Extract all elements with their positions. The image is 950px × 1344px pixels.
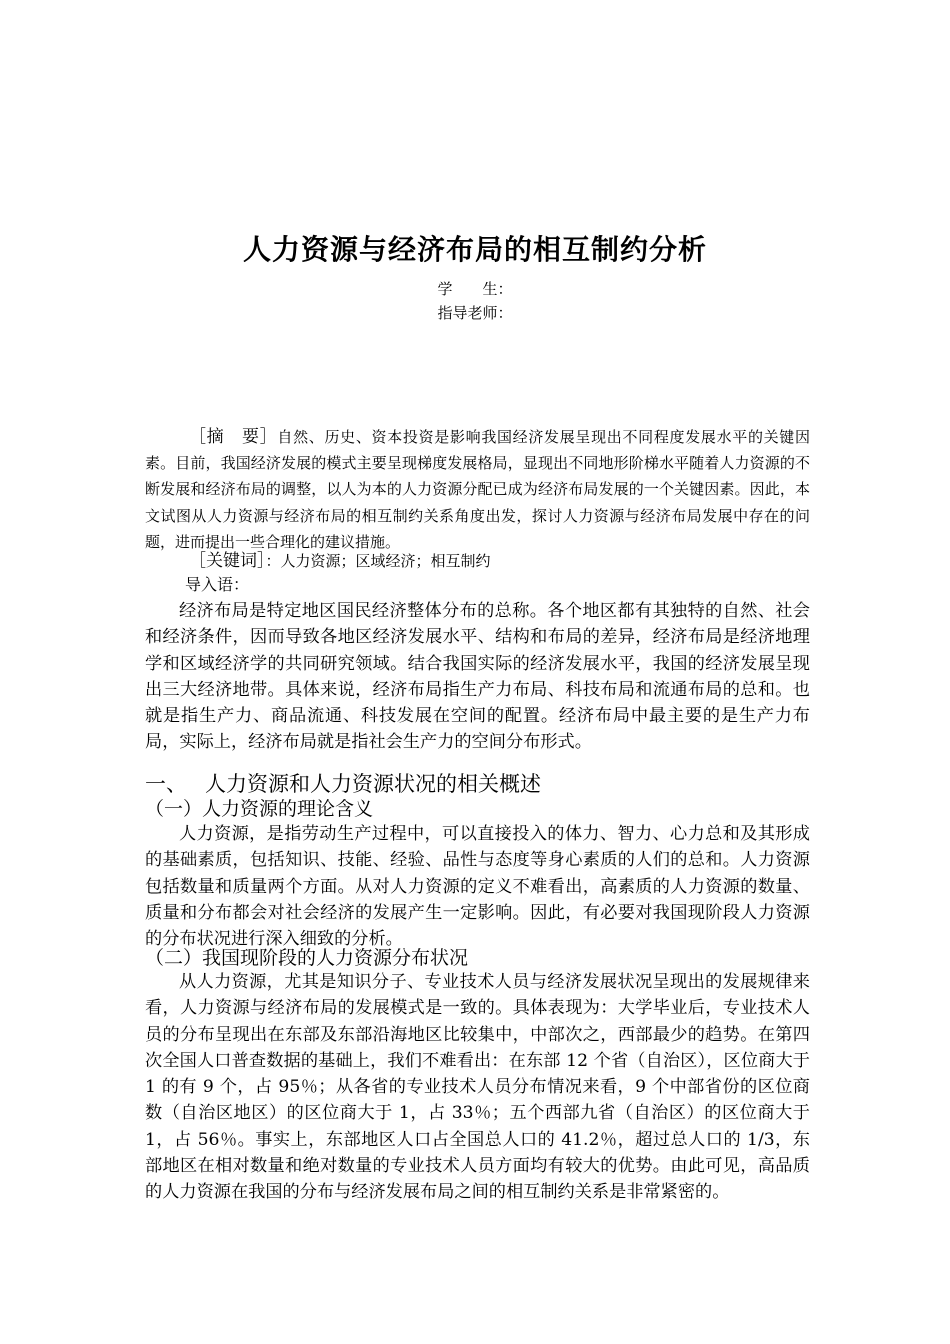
student-label: 学 生： xyxy=(437,280,513,298)
abstract-label: ［摘 要］ xyxy=(189,427,278,447)
abstract-paragraph xyxy=(145,424,810,555)
subsection-heading-1: （一）人力资源的理论含义 xyxy=(145,798,374,820)
section-heading xyxy=(145,769,541,799)
intro-paragraph: 经济布局是特定地区国民经济整体分布的总称。各个地区都有其独特的自然、社会和经济条件，因而导致各地区经济发展水平、结构和布局的差异，经济布局是经济地理学和区域经济学的共同研究领域。结合我国实际的经济发展水平，我国的经济发展呈现出三大经济地带。具体来说，经济布局指生产力布局、科技布局和流通布局的总和。也就是指生产力、商品流通、科技发展在空间的配置。经济布局中最主要的是生产力布局，实际上，经济布局就是指社会生产力的空间分布形式。 xyxy=(145,601,810,753)
document-title: 人力资源与经济布局的相互制约分析 xyxy=(242,233,707,266)
keywords-label: ［关键词］ xyxy=(189,551,266,571)
keywords-text: ：人力资源；区域经济；相互制约 xyxy=(265,552,491,570)
abstract-text: 自然、历史、资本投资是影响我国经济发展呈现出不同程度发展水平的关键因素。目前，我国经济发展的模式主要呈现梯度发展格局，显现出不同地形阶梯水平随着人力资源的不断发展和经济布局的调整，以人为本的人力资源分配已成为经济布局发展的一个关键因素。因此，本文试图从人力资源与经济布局的相互制约关系角度出发，探讨人力资源与经济布局发展中存在的问题，进而提出一些合理化的建议措施。 xyxy=(145,428,810,551)
section-heading-text: 人力资源和人力资源状况的相关概述 xyxy=(205,772,541,796)
intro-label: 导入语： xyxy=(185,575,250,594)
section-number: 一、 xyxy=(145,772,187,796)
keywords-line xyxy=(145,550,854,572)
subsection-paragraph-2: 从人力资源，尤其是知识分子、专业技术人员与经济发展状况呈现出的发展规律来看，人力资源与经济布局的发展模式是一致的。具体表现为：大学毕业后，专业技术人员的分布呈现出在东部及东部沿海地区比较集中，中部次之，西部最少的趋势。在第四次全国人口普查数据的基础上，我们不难看出：在东部 12 个省（自治区），区位商大于 1 的有 9 个，占 95％；从各省的专业技术人员分布情况来看，9 个中部省份的区位商数（自治区地区）的区位商大于 1，占 33％；五个西部九省（自治区）的区位商大于 1，占 56％。事实上，东部地区人口占全国总人口的 41.2％，超过总人口的 1/3，东部地区在相对数量和绝对数量的专业技术人员方面均有较大的优势。由此可见，高品质的人力资源在我国的分布与经济发展布局之间的相互制约关系是非常紧密的。 xyxy=(145,972,810,1203)
subsection-heading-2: （二）我国现阶段的人力资源分布状况 xyxy=(145,947,469,969)
subsection-paragraph-1: 人力资源，是指劳动生产过程中，可以直接投入的体力、智力、心力总和及其形成的基础素质，包括知识、技能、经验、品性与态度等身心素质的人们的总和。人力资源包括数量和质量两个方面。从对人力资源的定义不难看出，高素质的人力资源的数量、质量和分布都会对社会经济的发展产生一定影响。因此，有必要对我国现阶段人力资源的分布状况进行深入细致的分析。 xyxy=(145,824,810,950)
advisor-label: 指导老师： xyxy=(437,304,513,322)
